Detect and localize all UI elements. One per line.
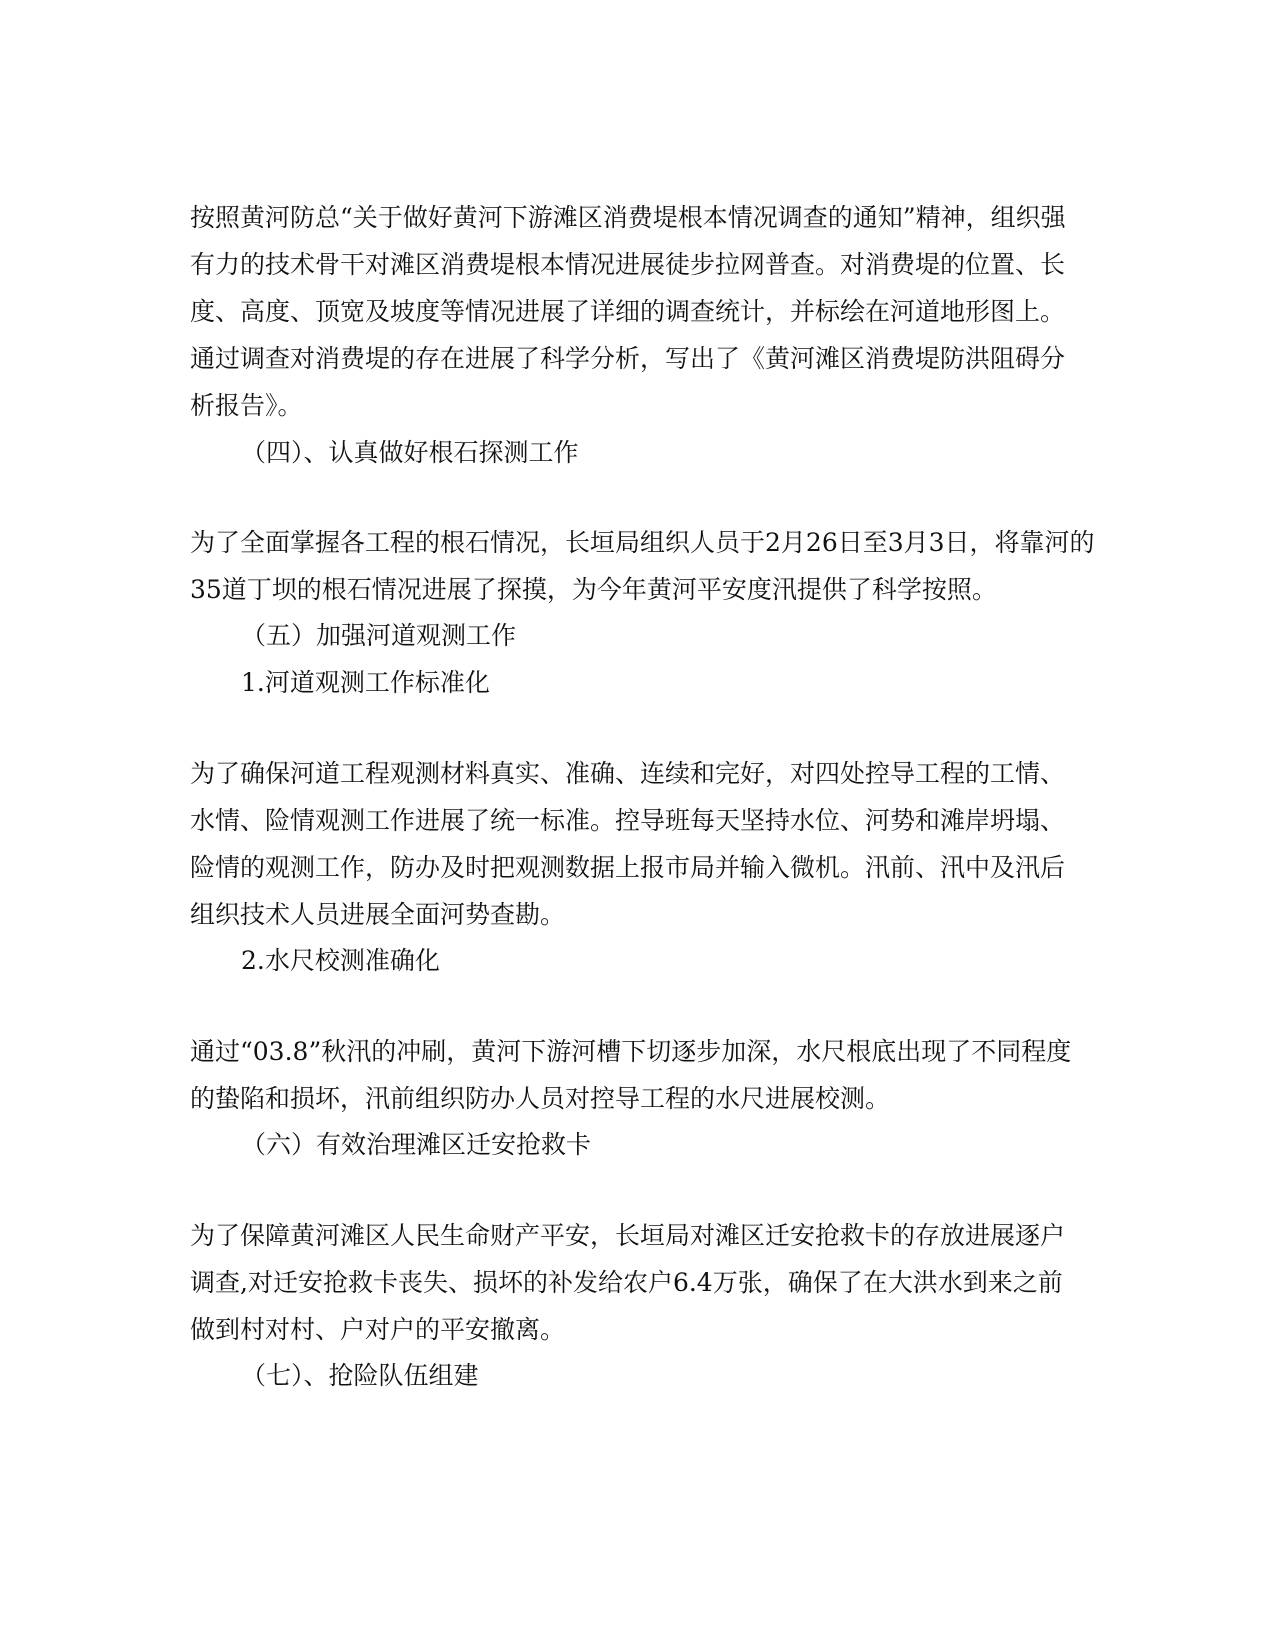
- section-heading-5: （五）加强河道观测工作: [241, 621, 517, 650]
- paragraph-line: 为了确保河道工程观测材料真实、准确、连续和完好，对四处控导工程的工情、: [190, 759, 1066, 788]
- paragraph-line: 通过“03.8”秋汛的冲刷，黄河下游河槽下切逐步加深，水尺根底出现了不同程度: [190, 1037, 1072, 1066]
- paragraph-line: 通过调查对消费堤的存在进展了科学分析，写出了《黄河滩区消费堤防洪阻碍分: [190, 344, 1066, 373]
- paragraph-line: 为了保障黄河滩区人民生命财产平安，长垣局对滩区迁安抢救卡的存放进展逐户: [190, 1221, 1066, 1250]
- subheading-2: 2.水尺校测准确化: [241, 946, 440, 975]
- section-heading-6: （六）有效治理滩区迁安抢救卡: [241, 1130, 592, 1159]
- paragraph-line: 按照黄河防总“关于做好黄河下游滩区消费堤根本情况调查的通知”精神，组织强: [190, 203, 1066, 232]
- subheading-1: 1.河道观测工作标准化: [241, 668, 490, 697]
- section-heading-7: （七）、抢险队伍组建: [241, 1361, 479, 1390]
- paragraph-line: 险情的观测工作，防办及时把观测数据上报市局并输入微机。汛前、汛中及汛后: [190, 853, 1066, 882]
- paragraph-line: 的蛰陷和损坏，汛前组织防办人员对控导工程的水尺进展校测。: [190, 1084, 891, 1113]
- paragraph-line: 做到村对村、户对户的平安撤离。: [190, 1315, 566, 1344]
- paragraph-line: 析报告》。: [190, 391, 303, 420]
- paragraph-line: 度、高度、顶宽及坡度等情况进展了详细的调查统计，并标绘在河道地形图上。: [190, 297, 1066, 326]
- paragraph-line: 有力的技术骨干对滩区消费堤根本情况进展徒步拉网普查。对消费堤的位置、长: [190, 250, 1066, 279]
- paragraph-line: 水情、险情观测工作进展了统一标准。控导班每天坚持水位、河势和滩岸坍塌、: [190, 806, 1066, 835]
- paragraph-line: 调查,对迁安抢救卡丧失、损坏的补发给农户6.4万张，确保了在大洪水到来之前: [190, 1268, 1063, 1297]
- paragraph-line: 为了全面掌握各工程的根石情况，长垣局组织人员于2月26日至3月3日，将靠河的: [190, 528, 1095, 557]
- paragraph-line: 组织技术人员进展全面河势查勘。: [190, 900, 566, 929]
- section-heading-4: （四）、认真做好根石探测工作: [241, 438, 579, 467]
- paragraph-line: 35道丁坝的根石情况进展了探摸，为今年黄河平安度汛提供了科学按照。: [190, 575, 997, 604]
